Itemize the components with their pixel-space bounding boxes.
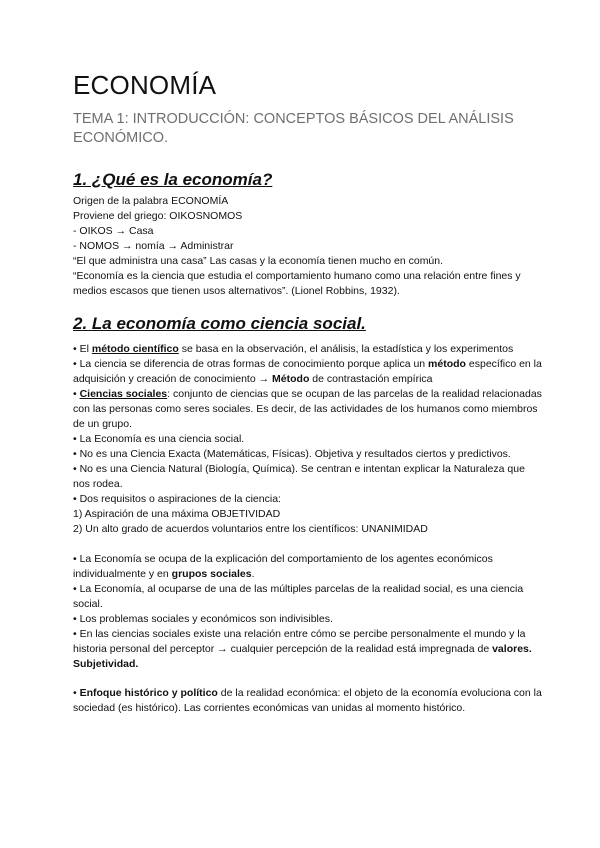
document-subtitle: TEMA 1: INTRODUCCIÓN: CONCEPTOS BÁSICOS DEL ANÁLISIS ECONÓMICO. (73, 111, 514, 146)
list-item-objetividad: 1) Aspiración de una máxima OBJETIVIDAD (73, 508, 281, 520)
bullet-ciencias-sociales: • Ciencias sociales: conjunto de ciencias que se ocupan de las parcelas de la realidad relacionadas con las personas como seres sociales. Es decir, de las actividades de los humanos como miembros de un grupo. (73, 388, 542, 430)
paragraph-line: Proviene del griego: OIKOSNOMOS (73, 210, 243, 222)
bullet-dos-requisitos: • Dos requisitos o aspiraciones de la ciencia: (73, 493, 281, 505)
robbins-quote: “Economía es la ciencia que estudia el comportamiento humano como una relación entre fines y medios escasos que tienen usos alternativos”. (Lionel Robbins, 1932). (73, 270, 521, 297)
paragraph-line: - OIKOS → Casa (73, 225, 154, 237)
bullet-subjetividad: • En las ciencias sociales existe una relación entre cómo se percibe personalmente el mundo y la historia personal del perceptor → cualquier percepción de la realidad está impregnada de valores. Subjetividad. (73, 628, 532, 670)
bold-term: Enfoque histórico y político (79, 687, 218, 699)
bullet-parcelas-realidad: • La Economía, al ocuparse de una de las múltiples parcelas de la realidad social, es una ciencia social. (73, 583, 524, 610)
bullet-grupos-sociales: • La Economía se ocupa de la explicación del comportamiento de los agentes económicos individualmente y en grupos sociales. (73, 553, 493, 580)
bullet-problemas-indivisibles: • Los problemas sociales y económicos son indivisibles. (73, 613, 333, 625)
bullet-no-ciencia-natural: • No es una Ciencia Natural (Biología, Química). Se centran e intentan explicar la Naturaleza que nos rodea. (73, 463, 525, 490)
bold-term: método científico (91, 343, 179, 355)
bold-term: Ciencias sociales (79, 388, 168, 400)
section-2-heading: 2. La economía como ciencia social. (73, 314, 366, 333)
section-2-body (73, 342, 543, 716)
bullet-enfoque-historico: • Enfoque histórico y político de la realidad económica: el objeto de la economía evoluciona con la sociedad (es histórico). Las corrientes económicas van unidas al momento histórico. (73, 687, 542, 714)
bullet-metodo-cientifico: • El método científico se basa en la observación, el análisis, la estadística y los experimentos (73, 343, 514, 355)
bold-term: grupos sociales (171, 568, 252, 580)
list-item-unanimidad: 2) Un alto grado de acuerdos voluntarios entre los científicos: UNANIMIDAD (73, 523, 428, 535)
bullet-economia-ciencia-social: • La Economía es una ciencia social. (73, 433, 245, 445)
bold-term: valores. Subjetividad. (73, 643, 532, 670)
paragraph-line: “El que administra una casa” Las casas y la economía tienen mucho en común. (73, 255, 444, 267)
bold-term: Método (272, 373, 310, 385)
document-title: ECONOMÍA (73, 70, 217, 100)
paragraph-line: Origen de la palabra ECONOMÍA (73, 195, 229, 207)
paragraph-line: - NOMOS → nomía → Administrar (73, 240, 234, 252)
section-1-body (73, 194, 543, 299)
bullet-ciencia-diferencia: • La ciencia se diferencia de otras formas de conocimiento porque aplica un método específico en la adquisición y creación de conocimiento → Método de contrastación empírica (73, 358, 542, 385)
bold-term: método (428, 358, 466, 370)
section-1-heading: 1. ¿Qué es la economía? (73, 170, 273, 189)
bullet-no-ciencia-exacta: • No es una Ciencia Exacta (Matemáticas, Físicas). Objetiva y resultados ciertos y predictivos. (73, 448, 511, 460)
